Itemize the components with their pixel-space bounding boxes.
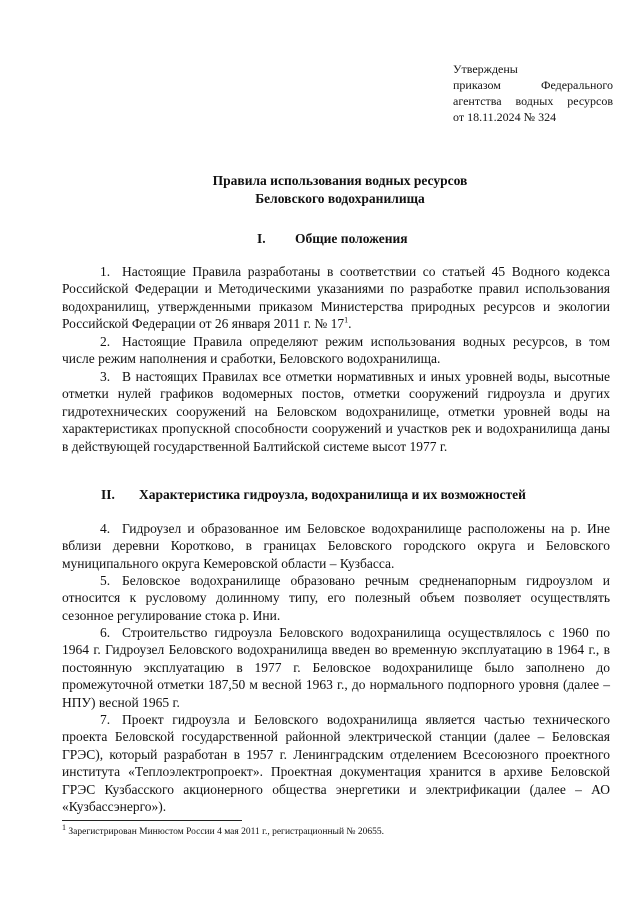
- approval-line: приказом Федерального: [453, 78, 613, 92]
- section-title: Характеристика гидроузла, водохранилища и их возможностей: [139, 487, 526, 502]
- approval-stamp: [453, 61, 613, 125]
- title-line-1: Правила использования водных ресурсов: [212, 173, 468, 188]
- paragraph-text: В настоящих Правилах все отметки нормативных и иных уровней воды, высотные отметки нулей графиков водомерных постов, отметки сооружений гидроузла и других гидротехнических сооружений на Беловском водохранилище, отметки уровней воды на характеристиках пропускной способности сооружений и участков рек и водохранилища даны в действующей государственной Балтийской системе высот 1977 г.: [62, 369, 610, 454]
- section-number: II.: [101, 487, 115, 502]
- paragraph-4: [62, 520, 610, 572]
- approval-line: Утверждены: [453, 62, 518, 76]
- document-title: [40, 172, 640, 208]
- paragraph-text: Гидроузел и образованное им Беловское водохранилище расположены на р. Ине вблизи деревни Коротково, в границах Беловского городского округа и Беловского муниципального округа Кемеровской области – Кузбасса.: [62, 521, 610, 571]
- paragraph-5: [62, 572, 610, 624]
- paragraph-number: 1.: [100, 264, 111, 279]
- approval-line: агентства водных ресурсов: [453, 94, 613, 108]
- paragraph-text: Строительство гидроузла Беловского водохранилища осуществлялось с 1960 по 1964 г. Гидроузел Беловского водохранилища введен во временную эксплуатацию в 1964 г., в постоянную эксплуатацию в 1977 г. Беловское водохранилище было заполнено до промежуточной отметки 187,50 м весной 1963 г., до нормального подпорного уровня (далее – НПУ) весной 1965 г.: [62, 625, 610, 710]
- paragraph-number: 2.: [100, 334, 111, 349]
- section-number: I.: [257, 231, 266, 246]
- footnote-marker: 1: [62, 822, 66, 832]
- footnote-text: Зарегистрирован Минюстом России 4 мая 2011 г., регистрационный № 20655.: [66, 827, 384, 837]
- title-line-2: Беловского водохранилища: [255, 191, 425, 206]
- approval-line: от 18.11.2024 № 324: [453, 110, 557, 124]
- paragraph-2: [62, 333, 610, 368]
- footnote-ref: 1: [344, 315, 349, 325]
- paragraph-1: [62, 263, 610, 333]
- paragraph-text: Проект гидроузла и Беловского водохранилища является частью технического проекта Беловской государственной районной электрической станции (далее – Беловская ГРЭС), который разработан в 1957 г. Ленинградским отделением Всесоюзного проектного института «Теплоэлектропроект». Проектная документация хранится в архиве Беловской ГРЭС Кузбасского акционерного общества энергетики и электрификации (далее – АО «Кузбассэнерго»).: [62, 712, 610, 815]
- paragraph-text: Настоящие Правила определяют режим использования водных ресурсов, в том числе режим наполнения и сработки, Беловского водохранилища.: [62, 334, 610, 367]
- paragraph-number: 4.: [100, 521, 111, 536]
- paragraph-number: 6.: [100, 625, 111, 640]
- paragraph-6: [62, 624, 610, 711]
- paragraph-7: [62, 711, 610, 815]
- paragraph-number: 3.: [100, 369, 111, 384]
- paragraph-text-end: .: [348, 316, 352, 332]
- paragraph-number: 7.: [100, 712, 111, 727]
- footnote-separator: [62, 820, 242, 821]
- section-title: Общие положения: [295, 231, 408, 246]
- paragraph-number: 5.: [100, 573, 111, 588]
- paragraph-text: Беловское водохранилище образовано речным средненапорным гидроузлом и относится к русловому долинному типу, его полезный объем позволяет осуществлять сезонное регулирование стока р. Ини.: [62, 573, 610, 623]
- footnote: [62, 822, 622, 838]
- paragraph-3: [62, 368, 610, 455]
- paragraph-text: Настоящие Правила разработаны в соответствии со статьей 45 Водного кодекса Российской Федерации и Методическими указаниями по разработке правил использования водохранилищ, утвержденными приказом Министерства природных ресурсов и экологии Российской Федерации от 26 января 2011 г. № 17: [62, 264, 610, 332]
